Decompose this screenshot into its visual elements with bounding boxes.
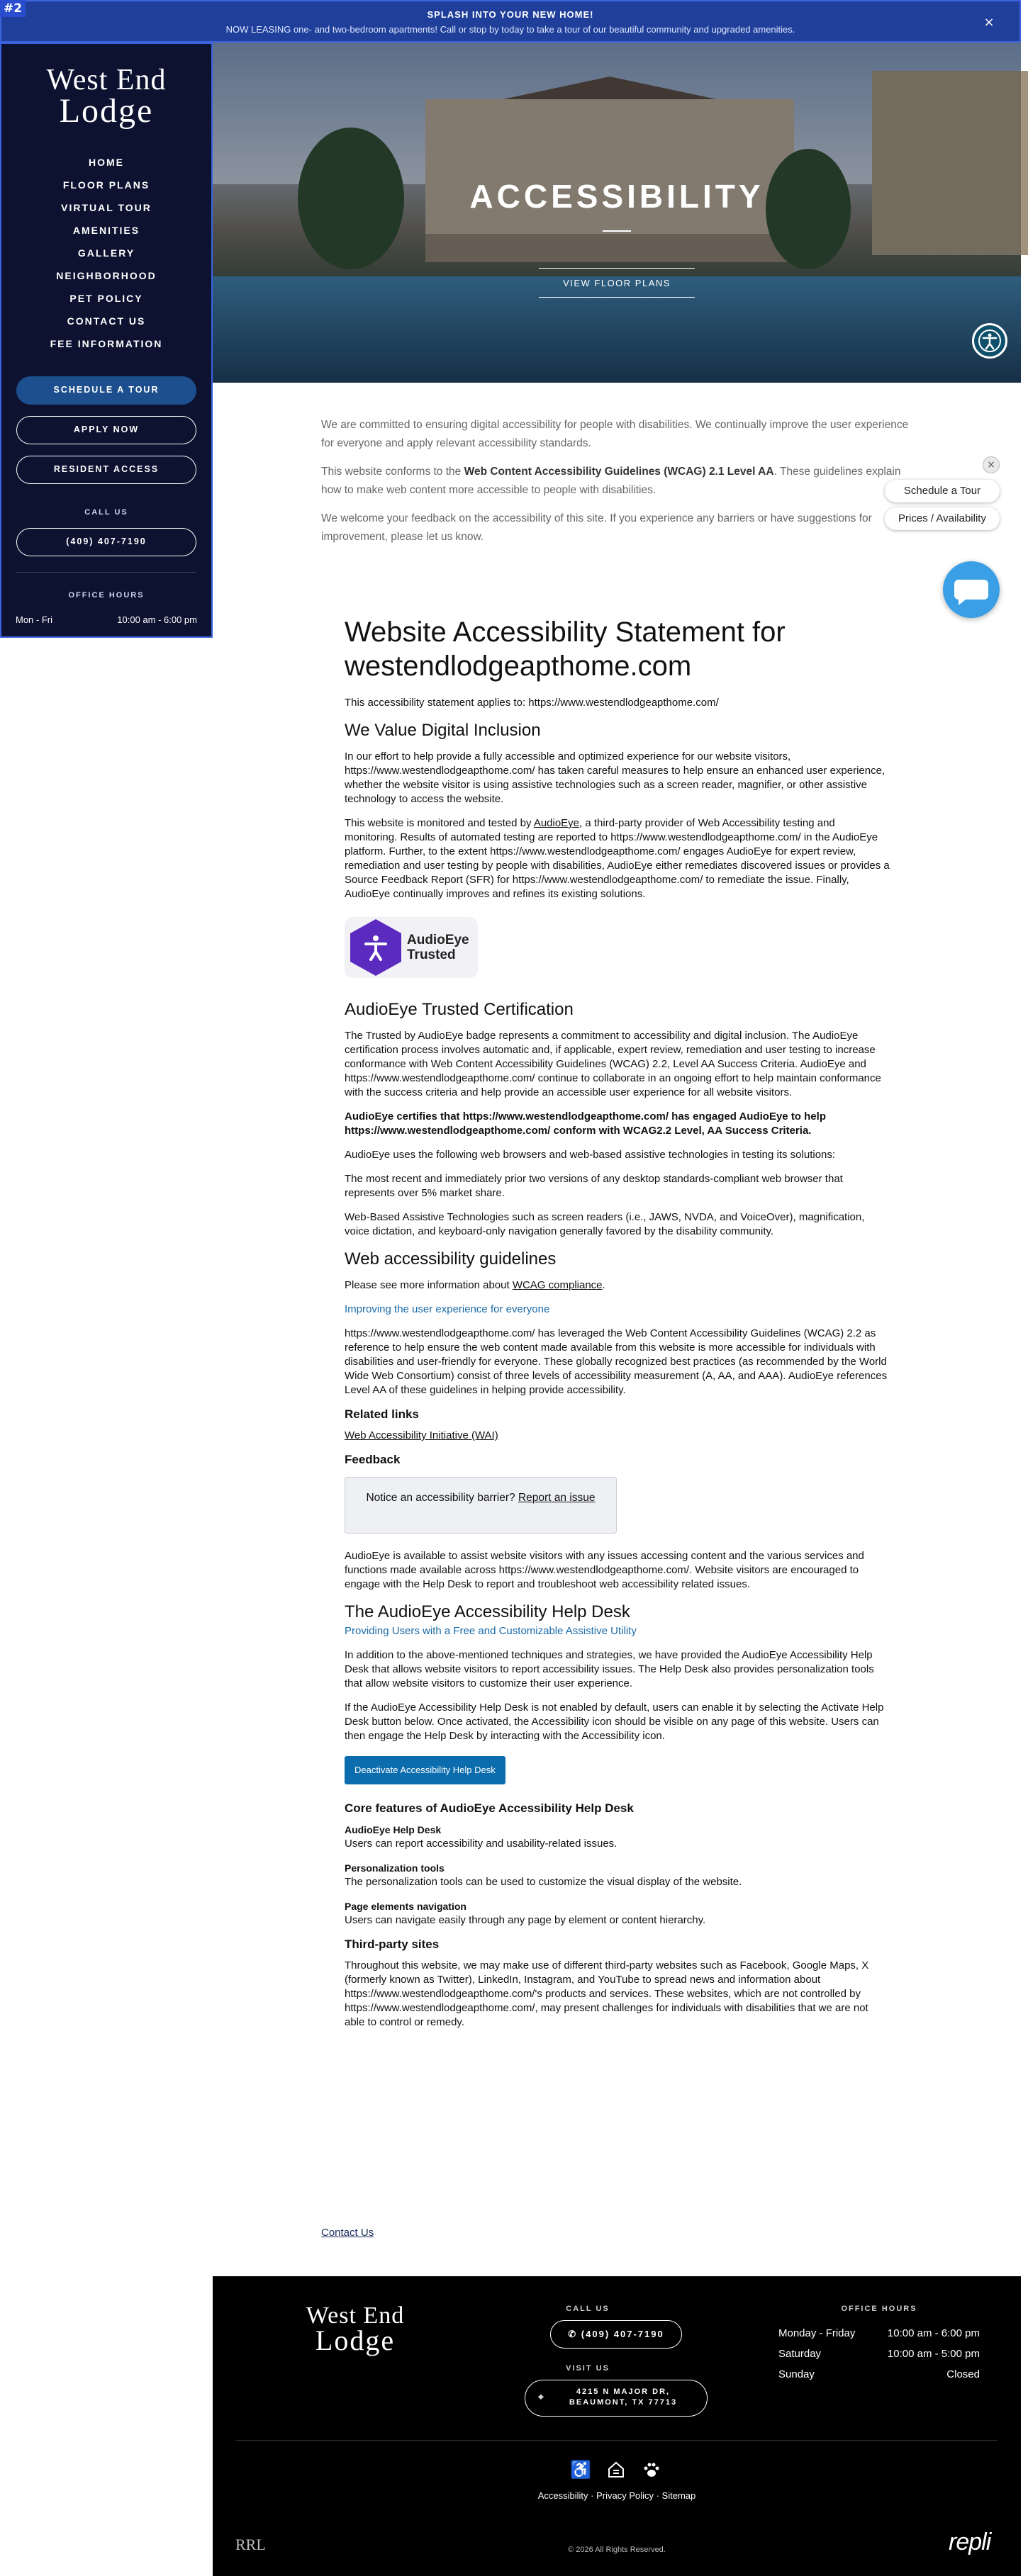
text: This website is monitored and tested by [345, 817, 534, 829]
intro-paragraph: We are committed to ensuring digital accessibility for people with disabilities. We continually improve the user experience for everyone and apply relevant accessibility standards. [321, 419, 909, 449]
copyright: © 2026 All Rights Reserved. [568, 2546, 666, 2554]
footer-visit-label: VISIT US [566, 2364, 610, 2373]
paragraph [345, 1278, 890, 1293]
brand-logo[interactable] [1, 64, 211, 130]
nav-item-virtual-tour[interactable]: VIRTUAL TOUR [61, 202, 152, 214]
view-floor-plans-button[interactable]: VIEW FLOOR PLANS [539, 268, 695, 298]
audioeye-figure-icon [362, 932, 390, 963]
section-badge: #2 [0, 0, 26, 17]
equal-housing-icon [605, 2459, 627, 2480]
heading-guidelines: Web accessibility guidelines [345, 1249, 557, 1269]
pet-paw-glyph [642, 2460, 661, 2479]
hours-day: Monday - Friday [778, 2327, 856, 2339]
announcement-banner [0, 0, 1021, 43]
paragraph: In addition to the above-mentioned techniques and strategies, we have provided the AudioEye Accessibility Help Desk that allows website visitors to report accessibility issues. The Help Desk also provides personalization tools that allow website visitors to customize their user experience. [345, 1649, 874, 1689]
hours-day: Mon - Fri [16, 614, 52, 626]
statement-title: Website Accessibility Statement for westendlodgeapthome.com [345, 617, 786, 682]
heading-related-links: Related links [345, 1407, 419, 1421]
intro-text: . These guidelines explain how to make web content more accessible to people with disabilities. [321, 466, 901, 496]
heading-help-desk: The AudioEye Accessibility Help Desk [345, 1602, 630, 1621]
paragraph [345, 1429, 890, 1443]
nav-item-floor-plans[interactable]: FLOOR PLANS [62, 179, 150, 191]
wcag-link[interactable]: WCAG compliance [512, 1279, 603, 1291]
paragraph: The Trusted by AudioEye badge represents a commitment to accessibility and digital inclusion. The AudioEye certification process involves automatic and, if applicable, expert review, remediation and user testing to increase conformance with Web Content Accessibility Guidelines (WCAG) 2.2, Level AA Success Criteria. AudioEye and https://www.westendlodgeapthome.com/ continue to collaborate in an ongoing effort to help maintain conformance with the success criteria and help provide an accessible user experience for all website visitors. [345, 1030, 881, 1098]
audioeye-logo-icon [350, 919, 401, 976]
heading-digital-inclusion: We Value Digital Inclusion [345, 721, 541, 740]
feature-title: Personalization tools [345, 1862, 445, 1874]
paragraph: https://www.westendlodgeapthome.com/ has leveraged the Web Content Accessibility Guidelines (WCAG) 2.2 as reference to help ensure the web content made available from this website is more accessible for individuals with disabilities and user-friendly for everyone. These globally recognized best practices (as recommended by the World Wide Web Consortium) consist of three levels of accessibility measurement (A, AA, and AAA). AudioEye references Level AA of these guidelines in helping provide accessibility. [345, 1327, 888, 1396]
address-line1: 4215 N MAJOR DR, [576, 2387, 671, 2396]
audioeye-link[interactable]: AudioEye [533, 817, 580, 829]
phone-button[interactable]: (409) 407-7190 [16, 528, 196, 556]
intro-emphasis: Web Content Accessibility Guidelines (WCAG) 2.1 Level AA [464, 466, 774, 478]
paragraph-bold: AudioEye certifies that https://www.westendlodgeapthome.com/ has engaged AudioEye to help https://www.westendlodgeapthome.com/ conform with WCAG2.2 Level, AA Success Criteria. [345, 1110, 826, 1137]
banner-text: NOW LEASING one- and two-bedroom apartments! Call or stop by today to take a tour of our beautiful community and upgraded amenities. [225, 24, 795, 35]
brand-logo-line2: Lodge [59, 91, 154, 130]
map-pin-icon: ⌖ [538, 2391, 545, 2402]
contact-us-link[interactable]: Contact Us [321, 2227, 374, 2239]
floating-schedule-tour-button[interactable]: Schedule a Tour [885, 480, 1000, 502]
nav-item-home[interactable]: HOME [89, 157, 124, 169]
call-us-label: CALL US [84, 508, 128, 517]
hours-time: 10:00 am - 5:00 pm [887, 2348, 980, 2360]
sidebar [0, 43, 213, 647]
nav-item-contact-us[interactable]: CONTACT US [67, 315, 146, 327]
footer-address-button[interactable] [525, 2380, 708, 2417]
banner-close-icon[interactable]: × [983, 15, 995, 30]
subheading: Providing Users with a Free and Customizable Assistive Utility [345, 1625, 637, 1637]
report-text: Notice an accessibility barrier? [366, 1492, 518, 1504]
heading-certification: AudioEye Trusted Certification [345, 1000, 574, 1019]
hours-time: 10:00 am - 6:00 pm [887, 2327, 980, 2339]
accessibility-icon-glyph [974, 325, 1005, 356]
heading-core-features: Core features of AudioEye Accessibility Help Desk [345, 1801, 634, 1815]
hours-day: Sat [16, 636, 30, 647]
hours-time: 10:00 am - 6:00 pm [117, 614, 197, 626]
heading-third-party: Third-party sites [345, 1937, 440, 1951]
accessibility-icon[interactable] [972, 323, 1007, 359]
brand-logo-line1: West End [46, 64, 167, 96]
paragraph [345, 816, 890, 901]
banner-title: SPLASH INTO YOUR NEW HOME! [427, 9, 594, 20]
schedule-tour-button[interactable]: SCHEDULE A TOUR [16, 376, 196, 405]
text: Please see more information about [345, 1279, 513, 1291]
feature-text: The personalization tools can be used to customize the visual display of the website. [345, 1876, 742, 1888]
pet-paw-icon [641, 2459, 662, 2480]
nav-item-fee-information[interactable]: FEE INFORMATION [50, 338, 163, 350]
wai-link[interactable]: Web Accessibility Initiative (WAI) [345, 1429, 498, 1441]
hours-day: Saturday [778, 2348, 822, 2360]
deactivate-help-desk-button[interactable]: Deactivate Accessibility Help Desk [345, 1756, 505, 1784]
feature-text: Users can navigate easily through any page by element or content hierarchy. [345, 1914, 706, 1926]
hours-row [16, 609, 197, 631]
footer-hours-row [778, 2344, 980, 2364]
report-issue-link[interactable]: Report an issue [518, 1492, 596, 1504]
feature-text: Users can report accessibility and usability-related issues. [345, 1838, 618, 1850]
footer-phone: (409) 407-7190 [581, 2329, 664, 2339]
office-hours-label: OFFICE HOURS [68, 591, 145, 600]
audioeye-badge-line2: Trusted [407, 947, 456, 962]
hero-banner [213, 43, 1021, 383]
apply-now-button[interactable]: APPLY NOW [16, 416, 196, 444]
statement-applies: This accessibility statement applies to: https://www.westendlodgeapthome.com/ [345, 697, 719, 709]
chat-icon-glyph [943, 561, 1000, 618]
intro-text: This website conforms to the [321, 466, 464, 478]
address-line2: BEAUMONT, TX 77713 [569, 2398, 678, 2407]
paragraph: In our effort to help provide a fully accessible and optimized experience for our website visitors, https://www.westendlodgeapthome.com/ has taken careful measures to help ensure an enhanced user experience, whether the website visitor is using assistive technologies such as a screen reader, magnifier, or other assistive technology to access the website. [345, 750, 885, 805]
heading-feedback: Feedback [345, 1453, 401, 1466]
paragraph: The most recent and immediately prior two versions of any desktop standards-compliant web browser that represents over 5% market share. [345, 1173, 843, 1199]
feature-item [345, 1861, 890, 1889]
feature-item [345, 1899, 890, 1928]
paragraph: AudioEye is available to assist website visitors with any issues accessing content and the various services and functions made available across https://www.westendlodgeapthome.com/. Website visitors are encouraged to engage with the Help Desk to report and troubleshoot web accessibility related issues. [345, 1550, 864, 1590]
hours-day: Sunday [778, 2368, 815, 2380]
feature-item [345, 1823, 890, 1851]
audioeye-badge-text [407, 933, 469, 962]
intro-section [321, 416, 910, 556]
audioeye-badge-line1: AudioEye [407, 933, 469, 947]
footer-logo[interactable] [289, 2302, 421, 2357]
equal-housing-glyph [607, 2460, 625, 2479]
report-issue-box [345, 1477, 617, 1534]
phone-icon: ✆ [568, 2329, 581, 2339]
nav-item-amenities[interactable]: AMENITIES [72, 225, 140, 237]
title-rule [603, 230, 631, 232]
feature-title: Page elements navigation [345, 1901, 466, 1912]
nav-item-neighborhood[interactable]: NEIGHBORHOOD [56, 270, 157, 282]
footer-hours-row [778, 2323, 980, 2344]
hours-row [16, 631, 197, 652]
subheading: Improving the user experience for everyone [345, 1303, 550, 1315]
nav-item-gallery[interactable]: GALLERY [77, 247, 135, 259]
feature-title: AudioEye Help Desk [345, 1824, 442, 1835]
paragraph: If the AudioEye Accessibility Help Desk is not enabled by default, users can enable it by selecting the Activate Help Desk button below. Once activated, the Accessibility icon should be visible on any page of this website. Users can then engage the Help Desk by interacting with the Accessibility icon. [345, 1702, 884, 1742]
audioeye-trusted-badge[interactable] [345, 917, 478, 978]
accessibility-statement [345, 615, 890, 2040]
text: . [602, 1279, 605, 1291]
repli-logo[interactable]: repli [949, 2529, 991, 2555]
footer-phone-button[interactable] [550, 2320, 682, 2349]
footer-call-label: CALL US [566, 2305, 610, 2313]
footer [213, 2276, 1021, 2576]
paragraph: Throughout this website, we may make use of different third-party websites such as Facebook, Google Maps, X (formerly known as Twitter), LinkedIn, Instagram, and YouTube to spread news and information about https://www.westendlodgeapthome.com/'s products and services. These websites, which are not controlled by https://www.westendlodgeapthome.com/, may present challenges for individuals with disabilities that we are not able to control or remedy. [345, 1959, 869, 2028]
brand-mark-logo: RRL [235, 2536, 266, 2553]
footer-hours-row [778, 2364, 980, 2385]
resident-access-button[interactable]: RESIDENT ACCESS [16, 456, 196, 484]
text: , a third-party provider of Web Accessibility testing and monitoring. Results of automated testing are reported to https://www.westendlodgeapthome.com/ in the AudioEye platform. Further, to the extent https://www.westendlodgeapthome.com/ engages AudioEye for expert review, remediation and user testing by people with disabilities, AudioEye either remediates discovered issues or provides a Source Feedback Report (SFR) for https://www.westendlodgeapthome.com/ to remediate the issue. Finally, AudioEye continually improves and refines its existing solutions. [345, 817, 890, 900]
hours-time: 10:00 am - 5:00 pm [117, 636, 197, 647]
footer-hours-label: OFFICE HOURS [841, 2305, 917, 2313]
paragraph: Web-Based Assistive Technologies such as screen readers (i.e., JAWS, NVDA, and VoiceOver), magnification, voice dictation, and keyboard-only navigation generally favored by the disability community. [345, 1211, 865, 1237]
footer-hours [778, 2323, 980, 2385]
floating-prices-button[interactable]: Prices / Availability [885, 507, 1000, 530]
chat-icon[interactable] [943, 561, 1000, 618]
paragraph: AudioEye uses the following web browsers and web-based assistive technologies in testing its solutions: [345, 1149, 836, 1161]
footer-divider [235, 2440, 998, 2441]
nav-item-pet-policy[interactable]: PET POLICY [69, 293, 143, 305]
intro-paragraph [321, 463, 910, 500]
floating-close-icon[interactable]: × [983, 456, 1000, 473]
main-nav [1, 151, 211, 355]
footer-links[interactable]: Accessibility · Privacy Policy · Sitemap [537, 2490, 696, 2501]
page-title: ACCESSIBILITY [469, 178, 764, 215]
footer-logo-line1: West End [306, 2302, 405, 2329]
wheelchair-icon: ♿ [570, 2460, 591, 2480]
hours-time: Closed [946, 2368, 980, 2380]
footer-logo-line2: Lodge [315, 2324, 396, 2357]
intro-paragraph: We welcome your feedback on the accessibility of this site. If you experience any barriers or have suggestions for improvement, please let us know. [321, 512, 872, 543]
